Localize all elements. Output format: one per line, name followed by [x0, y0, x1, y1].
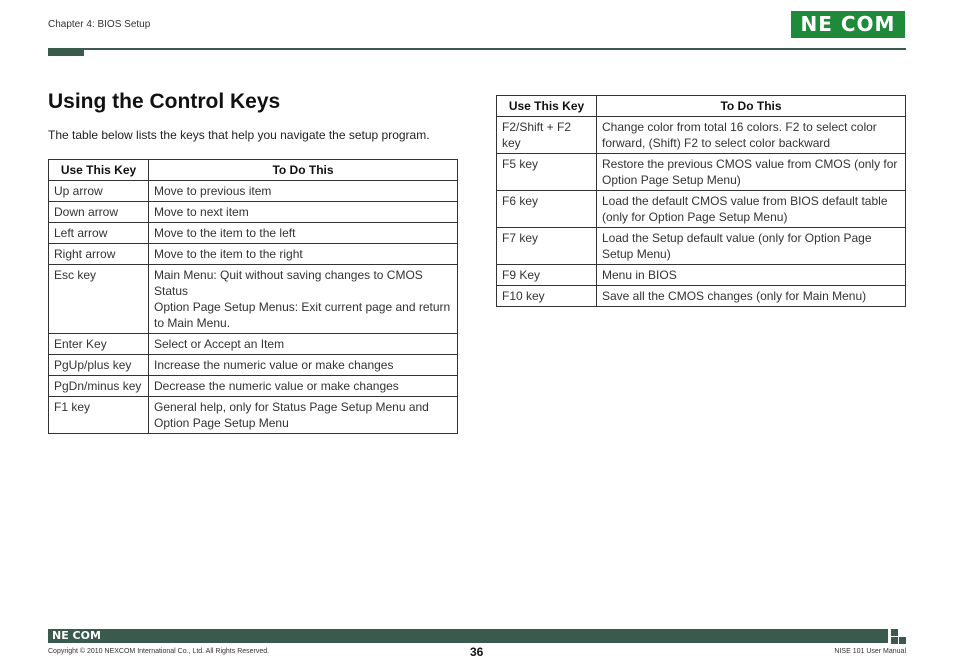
table-row [497, 191, 906, 228]
footer-corner-square [891, 637, 898, 644]
table-row [497, 154, 906, 191]
key-cell: F10 key [497, 286, 597, 307]
key-cell: Esc key [49, 265, 149, 334]
key-cell: PgDn/minus key [49, 376, 149, 397]
footer-bar [48, 629, 888, 643]
action-cell: Increase the numeric value or make changes [149, 355, 458, 376]
key-cell: Right arrow [49, 244, 149, 265]
footer-nexcom-logo: NE COM [52, 629, 101, 642]
key-cell: Enter Key [49, 334, 149, 355]
key-cell: F7 key [497, 228, 597, 265]
table-header-row [49, 160, 458, 181]
action-cell: General help, only for Status Page Setup Menu and Option Page Setup Menu [149, 397, 458, 434]
footer-corner-square [899, 637, 906, 644]
key-cell: F1 key [49, 397, 149, 434]
table-header-row [497, 96, 906, 117]
action-cell: Move to the item to the left [149, 223, 458, 244]
action-cell: Restore the previous CMOS value from CMOS (only for Option Page Setup Menu) [597, 154, 906, 191]
action-cell: Menu in BIOS [597, 265, 906, 286]
table-row [49, 181, 458, 202]
table-row [49, 397, 458, 434]
key-cell: F9 Key [497, 265, 597, 286]
table-row [497, 228, 906, 265]
column-header-action: To Do This [149, 160, 458, 181]
action-cell: Move to previous item [149, 181, 458, 202]
action-cell: Load the Setup default value (only for Option Page Setup Menu) [597, 228, 906, 265]
action-cell: Move to the item to the right [149, 244, 458, 265]
key-cell: Left arrow [49, 223, 149, 244]
table-row [49, 244, 458, 265]
header-rule [48, 48, 906, 50]
table-row [49, 334, 458, 355]
action-cell: Change color from total 16 colors. F2 to select color forward, (Shift) F2 to select color backward [597, 117, 906, 154]
footer-corner-square [891, 629, 898, 636]
action-cell: Move to next item [149, 202, 458, 223]
table-row [49, 355, 458, 376]
copyright-text: Copyright © 2010 NEXCOM International Co., Ltd. All Rights Reserved. [48, 648, 270, 655]
key-cell: F5 key [497, 154, 597, 191]
key-cell: PgUp/plus key [49, 355, 149, 376]
table-row [49, 265, 458, 334]
table-row [49, 202, 458, 223]
column-header-action: To Do This [597, 96, 906, 117]
nexcom-logo: NE COM [791, 11, 905, 38]
action-cell: Decrease the numeric value or make changes [149, 376, 458, 397]
action-cell: Main Menu: Quit without saving changes to CMOS Status Option Page Setup Menus: Exit current page and return to Main Menu. [149, 265, 458, 334]
key-cell: Up arrow [49, 181, 149, 202]
manual-title: NISE 101 User Manual [834, 648, 906, 655]
key-cell: F6 key [497, 191, 597, 228]
page-title: Using the Control Keys [48, 90, 281, 113]
column-header-key: Use This Key [49, 160, 149, 181]
table-row [497, 117, 906, 154]
header-rule-tab [48, 48, 84, 56]
key-cell: F2/Shift + F2 key [497, 117, 597, 154]
action-cell: Select or Accept an Item [149, 334, 458, 355]
chapter-label: Chapter 4: BIOS Setup [48, 19, 151, 30]
table-row [497, 265, 906, 286]
action-cell: Save all the CMOS changes (only for Main Menu) [597, 286, 906, 307]
table-row [49, 223, 458, 244]
control-keys-table-right [496, 95, 906, 307]
column-header-key: Use This Key [497, 96, 597, 117]
control-keys-table-left [48, 159, 458, 434]
key-cell: Down arrow [49, 202, 149, 223]
action-cell: Load the default CMOS value from BIOS default table (only for Option Page Setup Menu) [597, 191, 906, 228]
page-number: 36 [470, 645, 484, 659]
table-row [497, 286, 906, 307]
intro-text: The table below lists the keys that help you navigate the setup program. [48, 128, 430, 142]
table-row [49, 376, 458, 397]
